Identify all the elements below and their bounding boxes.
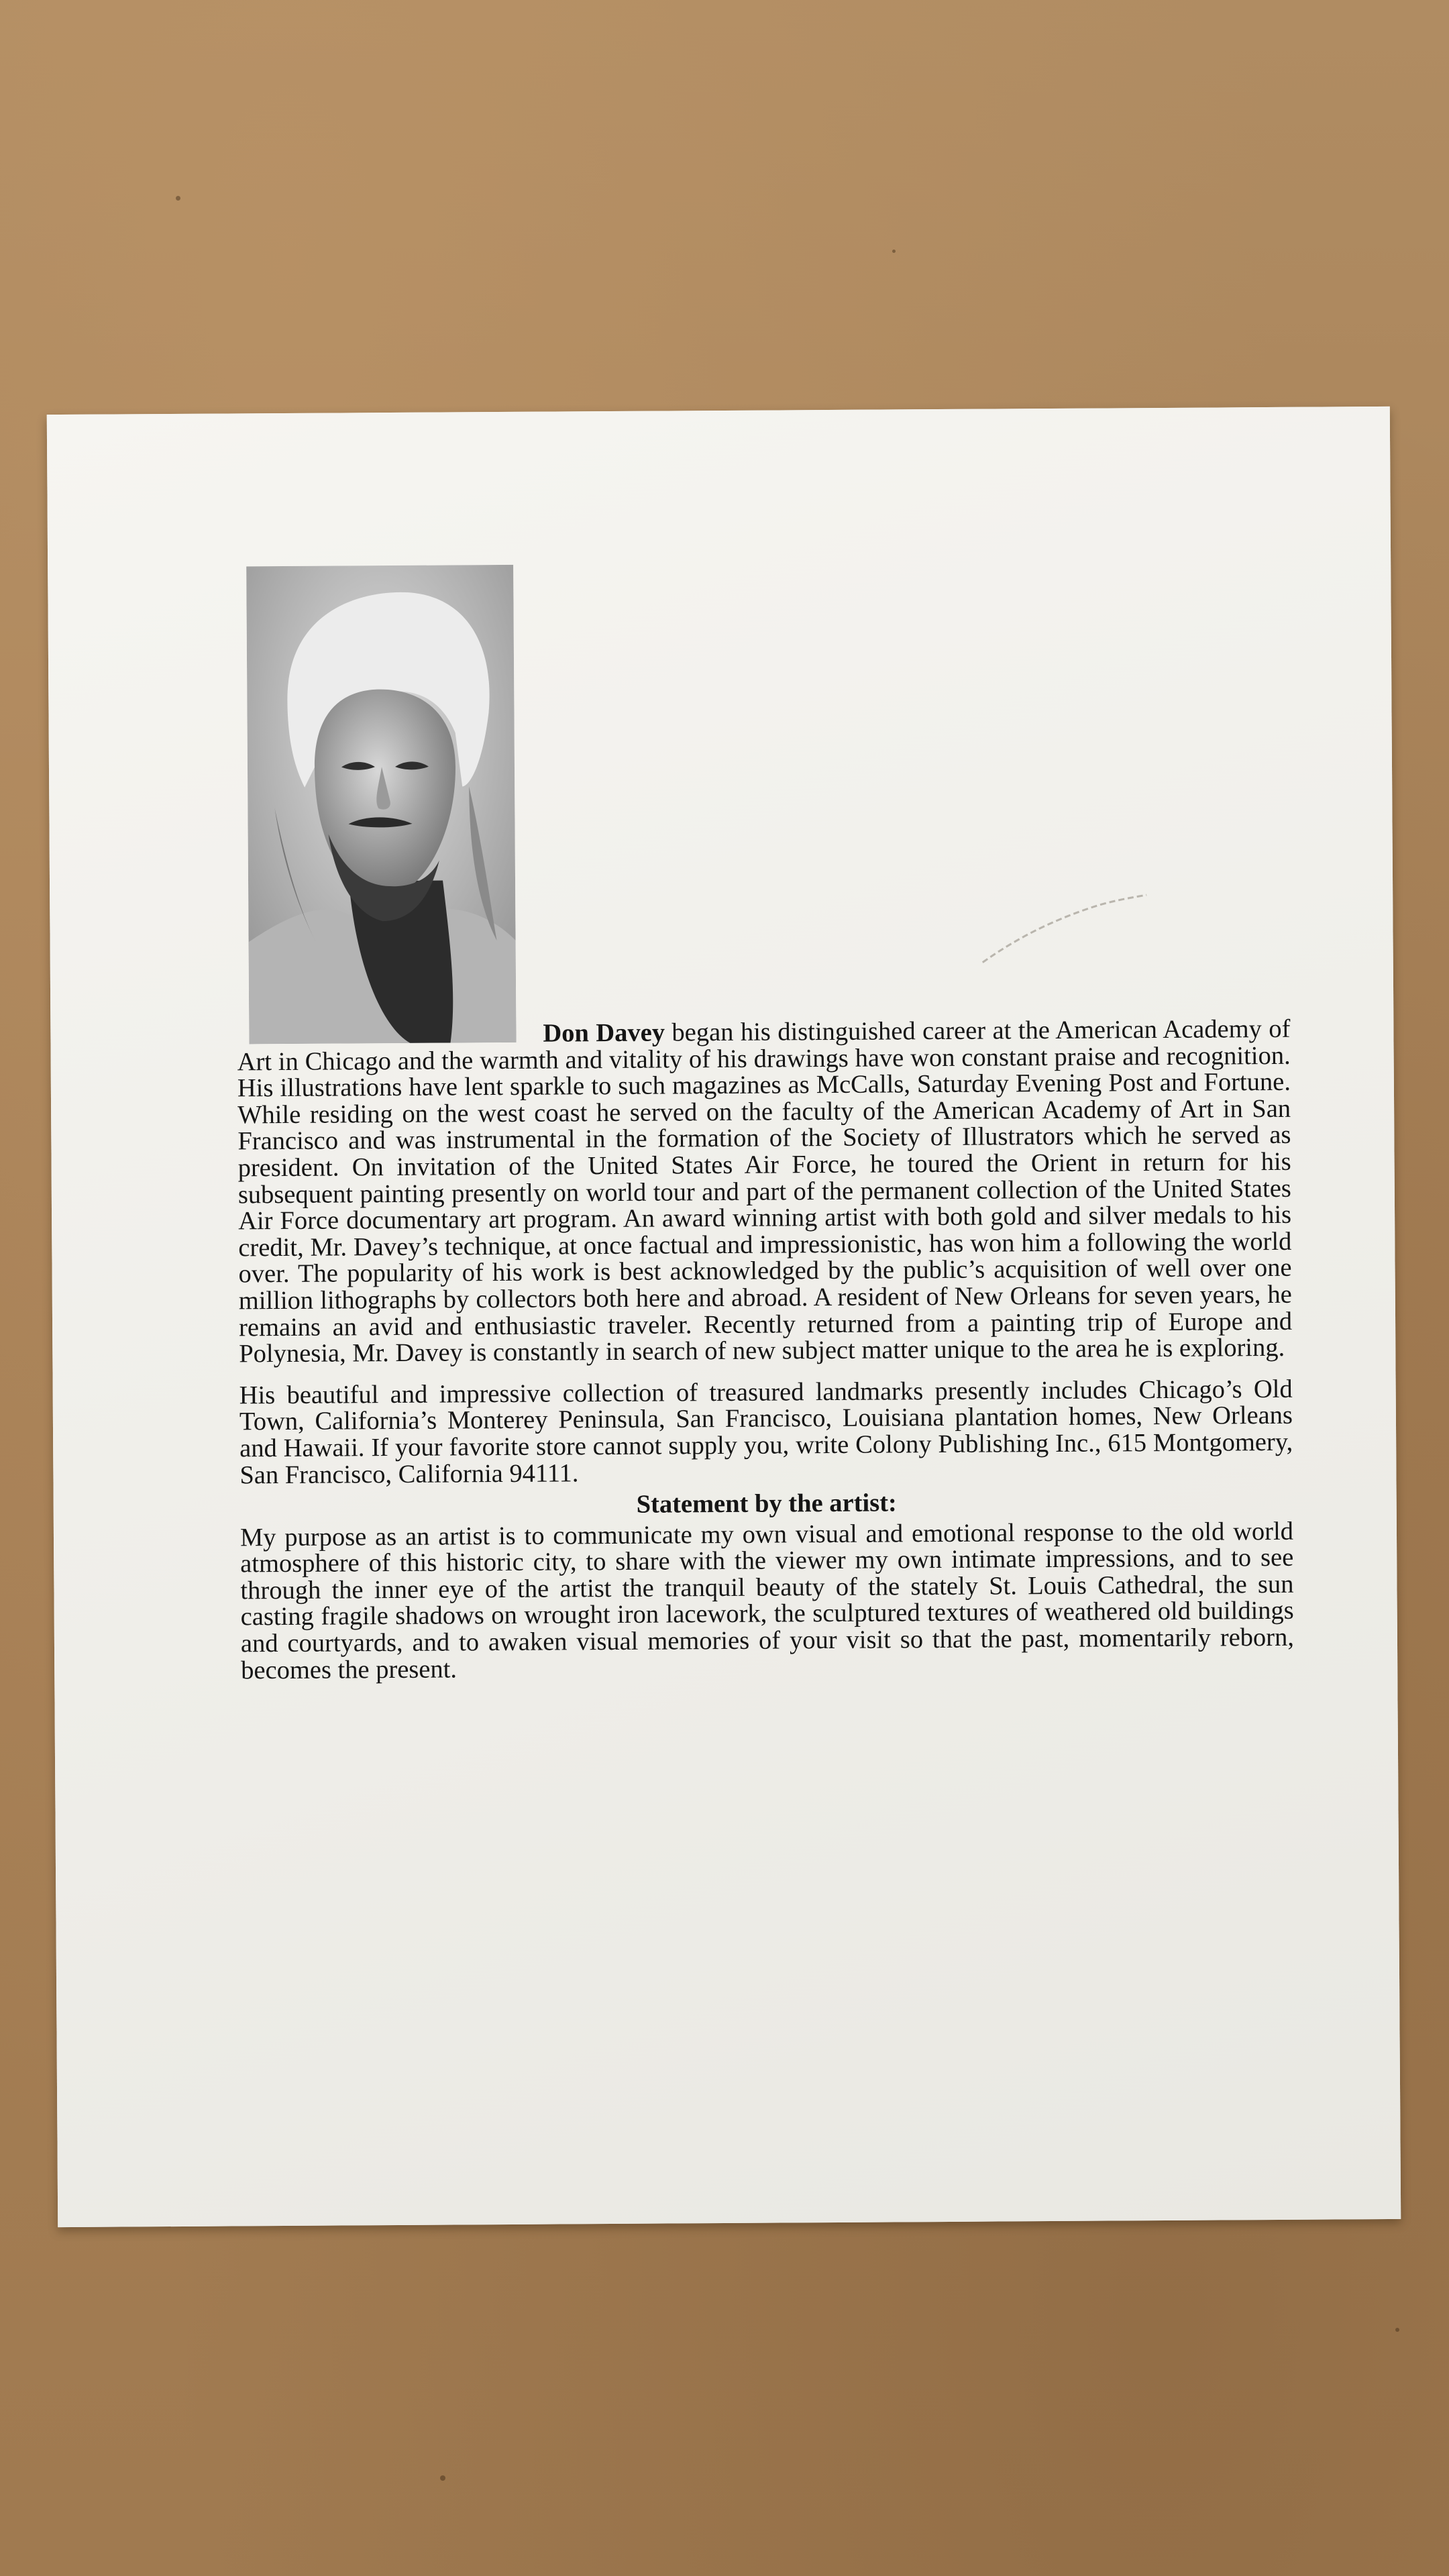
artist-portrait (246, 565, 516, 1044)
bio-paragraph-1 (237, 1016, 1292, 1368)
cardboard-speck (892, 250, 896, 253)
cardboard-speck (1395, 2328, 1399, 2332)
cardboard-speck (440, 2475, 445, 2481)
statement-heading: Statement by the artist: (636, 1489, 897, 1519)
printed-sheet (47, 407, 1401, 2227)
artist-name: Don Davey (543, 1018, 665, 1048)
cardboard-speck (176, 196, 180, 201)
bio-paragraph-2: His beautiful and impressive collection of treasured landmarks presently includes Chicago’s Old Town, California’s Monterey Peninsula, San Francisco, Louisiana plantation homes, New Orleans and Hawaii. If your favorite store cannot supply you, write Colony Publishing Inc., 615 Montgomery, San Francisco, California 94111. (239, 1375, 1293, 1489)
bio-paragraph-1-text: began his distinguished career at the American Academy of Art in Chicago and the warmth and vitality of his drawings have won constant praise and recognition. His illustrations have lent sparkle to such magazines as McCalls, Saturday Evening Post and Fortune. While residing on the west coast he served on the faculty of the American Academy of Art in San Francisco and was instrumental in the formation of the Society of Illustrators which he served as president. On invitation of the United States Air Force, he toured the Orient in return for his subsequent painting presently on world tour and part of the permanent collection of the United States Air Force documentary art program. An award winning artist with both gold and silver medals to his credit, Mr. Davey’s technique, at once factual and impressionistic, has won him a following the world over. The popularity of his work is best acknowledged by the public’s acquisition of well over one million lithographs by collectors both here and abroad. A resident of New Orleans for seven years, he remains an avid and enthusiastic traveler. Recently returned from a painting trip of Europe and Polynesia, Mr. Davey is constantly in search of new subject matter unique to the area he is exploring. (237, 1014, 1293, 1368)
document-body (237, 1016, 1294, 1684)
pencil-scribble (975, 891, 1150, 966)
statement-text: My purpose as an artist is to communicate my own visual and emotional response to the old world atmosphere of this historic city, to share with the viewer my own intimate impressions, and to see through the inner eye of the artist the tranquil beauty of the stately St. Louis Cathedral, the sun casting fragile shadows on wrought iron lacework, the sculptured textures of weathered old buildings and courtyards, and to awaken visual memories of your visit so that the past, momentarily reborn, becomes the present. (239, 1517, 1295, 1685)
